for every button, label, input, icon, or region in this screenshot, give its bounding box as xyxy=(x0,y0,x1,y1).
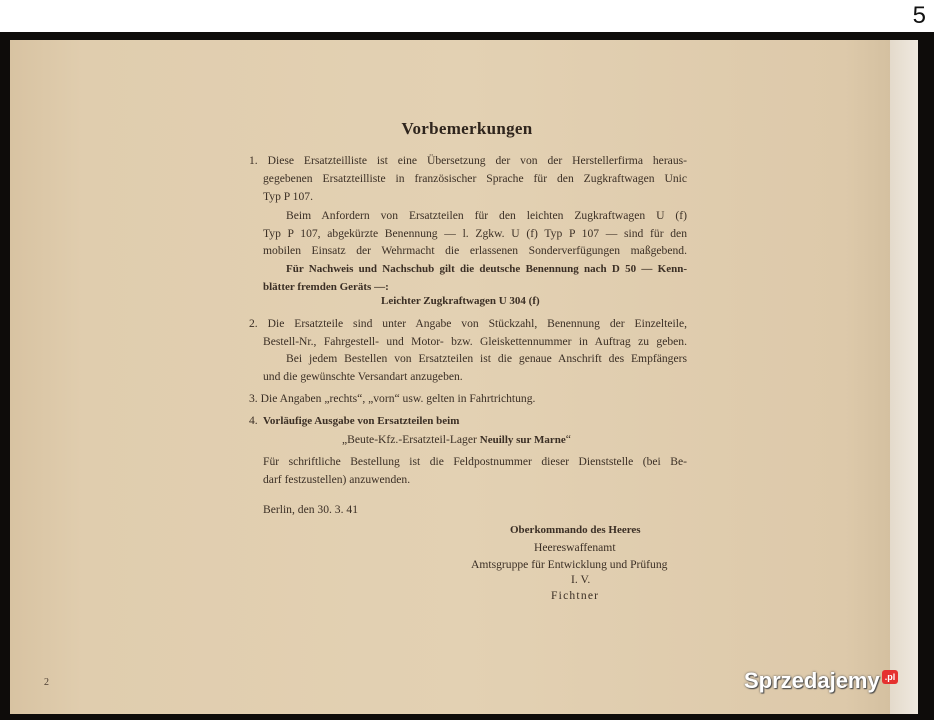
section-4-center-line xyxy=(342,433,571,447)
section-4-center-suffix: “ xyxy=(565,433,571,446)
section-1-bold-center: Leichter Zugkraftwagen U 304 (f) xyxy=(381,295,540,307)
section-4-center-prefix: „Beute-Kfz.-Ersatzteil-Lager xyxy=(342,433,480,446)
signature-line-1: Oberkommando des Heeres xyxy=(510,524,641,536)
page-edge-strip xyxy=(890,40,918,714)
watermark-logo xyxy=(744,668,898,694)
section-3-line-1: 3. Die Angaben „rechts“, „vorn“ usw. gelten in Fahrtrichtung. xyxy=(249,392,536,405)
section-1-para2-line-2: Typ P 107, abgekürzte Benennung — l. Zgkw. U (f) Typ P 107 — sind für den xyxy=(263,227,687,240)
section-4-number: 4. xyxy=(249,414,258,427)
signature-line-3: Amtsgruppe für Entwicklung und Prüfung xyxy=(471,558,668,571)
signature-line-4: I. V. xyxy=(571,573,591,586)
section-2-para2-line-1: Bei jedem Bestellen von Ersatzteilen ist die genaue Anschrift des Empfängers xyxy=(286,352,687,365)
section-2-line-2: Bestell-Nr., Fahrgestell- und Motor- bzw. Gleiskettennummer in Auftrag zu geben. xyxy=(263,335,687,348)
watermark-text: Sprzedajemy xyxy=(744,668,880,693)
signature-line-2: Heereswaffenamt xyxy=(534,541,616,554)
section-1-para2-line-3: mobilen Einsatz der Wehrmacht die erlassenen Sonderverfügungen maßgebend. xyxy=(263,244,687,257)
section-4-center-bold: Neuilly sur Marne xyxy=(479,434,566,446)
section-2-line-1: 2. Die Ersatzteile sind unter Angabe von Stückzahl, Benennung der Einzelteile, xyxy=(249,317,687,330)
footer-page-number: 2 xyxy=(44,677,49,688)
section-1-line-2: gegebenen Ersatzteilliste in französischer Sprache für den Zugkraftwagen Unic xyxy=(263,172,687,185)
section-4-heading: Vorläufige Ausgabe von Ersatzteilen beim xyxy=(263,415,460,427)
section-4-para-line-2: darf festzustellen) anzuwenden. xyxy=(263,473,411,486)
section-1-line-3: Typ P 107. xyxy=(263,190,313,203)
page-number: 5 xyxy=(912,2,926,29)
section-4-para-line-1: Für schriftliche Bestellung ist die Feldpostnummer dieser Dienststelle (bei Be- xyxy=(263,455,687,468)
section-2-para2-line-2: und die gewünschte Versandart anzugeben. xyxy=(263,370,463,383)
document-title: Vorbemerkungen xyxy=(401,119,533,138)
section-1-bold-line-2: blätter fremden Geräts —: xyxy=(263,281,389,293)
document-page xyxy=(10,40,918,714)
section-1-bold-line-1: Für Nachweis und Nachschub gilt die deutsche Benennung nach D 50 — Kenn- xyxy=(286,263,687,275)
place-date: Berlin, den 30. 3. 41 xyxy=(263,503,358,516)
section-1-line-1: 1. Diese Ersatzteilliste ist eine Übersetzung der von der Herstellerfirma heraus- xyxy=(249,154,687,167)
section-1-para2-line-1: Beim Anfordern von Ersatzteilen für den leichten Zugkraftwagen U (f) xyxy=(286,209,687,222)
signature-line-5: Fichtner xyxy=(551,589,600,602)
watermark-suffix: .pl xyxy=(882,670,899,684)
